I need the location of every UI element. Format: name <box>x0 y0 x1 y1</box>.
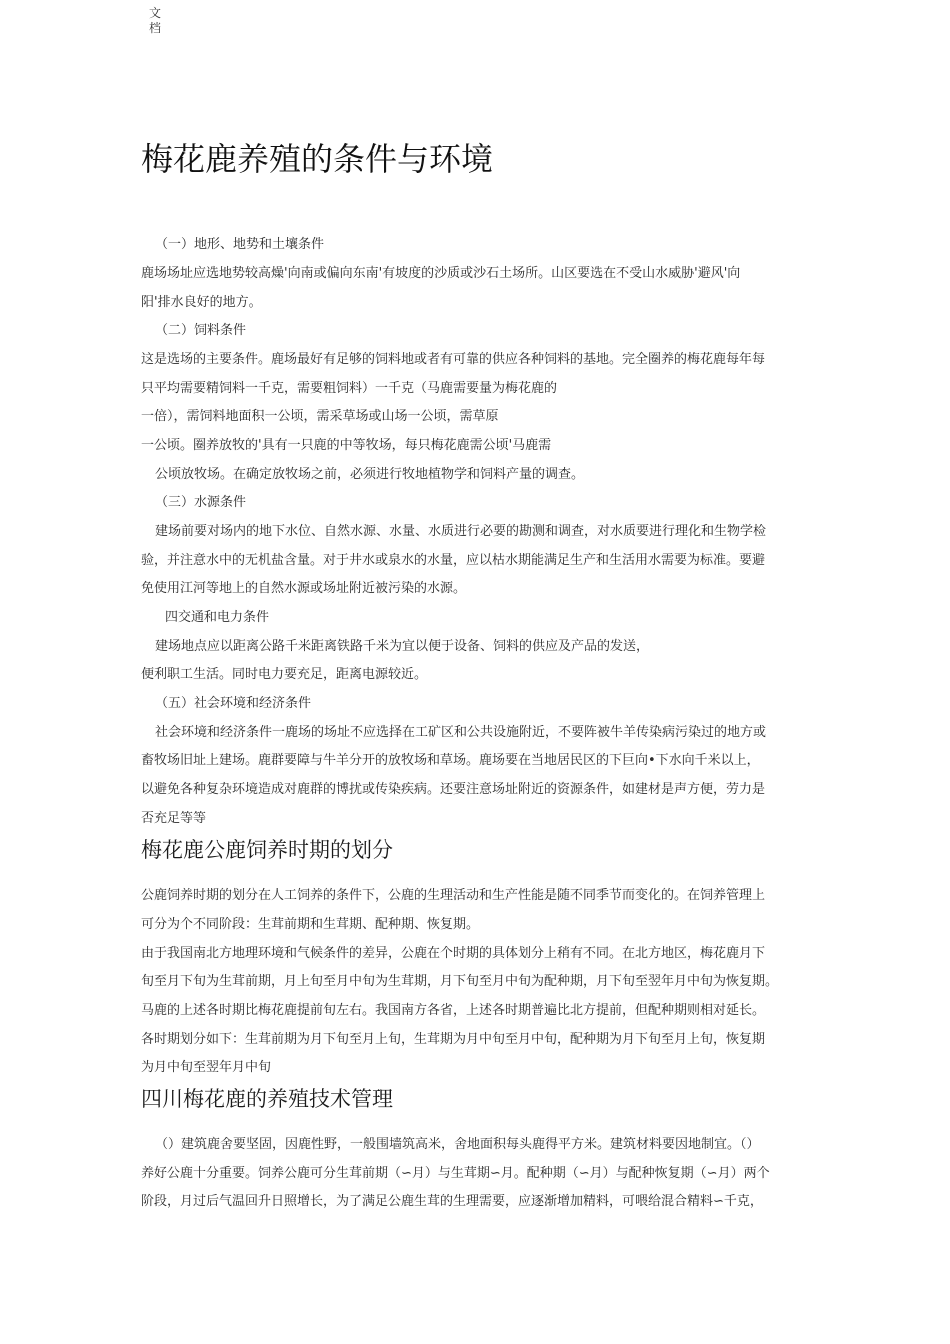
section-heading: （二）饲料条件 <box>155 323 247 338</box>
paragraph-line: 免使用江河等地上的自然水源或场址附近被污染的水源。 <box>141 581 467 596</box>
paragraph-line: 养好公鹿十分重要。饲养公鹿可分生茸前期（∽月）与生茸期∽月。配种期（∽月）与配种恢复期（∽月）两个 <box>141 1166 770 1181</box>
page-title: 梅花鹿养殖的条件与环境 <box>141 140 494 178</box>
section-heading: （一）地形、地势和土壤条件 <box>155 237 325 252</box>
paragraph-line: 各时期划分如下：生茸前期为月下旬至月上旬，生茸期为月中旬至月中旬，配种期为月下旬至月上旬，恢复期 <box>141 1032 766 1047</box>
paragraph-line: （）建筑鹿舍要坚固，因鹿性野，一般围墙筑高米，舍地面积每头鹿得平方米。建筑材料要因地制宜。（） <box>155 1137 760 1152</box>
paragraph-line: 马鹿的上述各时期比梅花鹿提前旬左右。我国南方各省，上述各时期普遍比北方提前，但配种期则相对延长。 <box>141 1003 766 1018</box>
section-title: 四川梅花鹿的养殖技术管理 <box>141 1087 393 1111</box>
section-heading: 四交通和电力条件 <box>165 610 270 625</box>
section-heading: （三）水源条件 <box>155 495 247 510</box>
paragraph-line: 以避免各种复杂环境造成对鹿群的博扰或传染疾病。还要注意场址附近的资源条件，如建材是声方便，劳力是 <box>141 782 766 797</box>
paragraph-line: 阳'排水良好的地方。 <box>141 295 262 310</box>
paragraph-line: 公鹿饲养时期的划分在人工饲养的条件下，公鹿的生理活动和生产性能是随不同季节而变化的。在饲养管理上 <box>141 888 766 903</box>
paragraph-line: 验，并注意水中的无机盐含量。对于井水或泉水的水量，应以枯水期能满足生产和生活用水需要为标准。要避 <box>141 553 766 568</box>
paragraph-line: 只平均需要精饲料一千克，需要粗饲料）一千克（马鹿需要量为梅花鹿的 <box>141 381 558 396</box>
paragraph-line: 由于我国南北方地理环境和气候条件的差异，公鹿在个时期的具体划分上稍有不同。在北方地区，梅花鹿月下 <box>141 946 766 961</box>
paragraph-line: 一倍），需饲料地面积一公顷，需采草场或山场一公顷，需草原 <box>141 409 499 424</box>
paragraph-line: 这是选场的主要条件。鹿场最好有足够的饲料地或者有可靠的供应各种饲料的基地。完全圈养的梅花鹿每年每 <box>141 352 766 367</box>
paragraph-line: 旬至月下旬为生茸前期，月上旬至月中旬为生茸期，月下旬至月中旬为配种期，月下旬至翌年月中旬为恢复期。 <box>141 974 779 989</box>
paragraph-line: 社会环境和经济条件一鹿场的场址不应选择在工矿区和公共设施附近，不要阵被牛羊传染病污染过的地方或 <box>155 725 767 740</box>
header-mark: 文档 <box>149 6 162 35</box>
paragraph-line: 公顷放牧场。在确定放牧场之前，必须进行牧地植物学和饲料产量的调查。 <box>155 467 585 482</box>
paragraph-line: 建场地点应以距离公路千米距离铁路千米为宜以便于设备、饲料的供应及产品的发送， <box>155 639 650 654</box>
paragraph-line: 鹿场场址应选地势较高燥'向南或偏向东南'有坡度的沙质或沙石土场所。山区要选在不受山水威胁'避风'向 <box>141 266 741 281</box>
paragraph-line: 阶段，月过后气温回升日照增长，为了满足公鹿生茸的生理需要，应逐渐增加精料，可喂给混合精料∽千克， <box>141 1194 763 1209</box>
paragraph-line: 便利职工生活。同时电力要充足，距离电源较近。 <box>141 667 428 682</box>
paragraph-line: 一公顷。圈养放牧的'具有一只鹿的中等牧场，每只梅花鹿需公顷'马鹿需 <box>141 438 552 453</box>
paragraph-line: 建场前要对场内的地下水位、自然水源、水量、水质进行必要的勘测和调查，对水质要进行理化和生物学检 <box>155 524 767 539</box>
paragraph-line: 可分为个不同阶段：生茸前期和生茸期、配种期、恢复期。 <box>141 917 480 932</box>
section-title: 梅花鹿公鹿饲养时期的划分 <box>141 838 393 862</box>
paragraph-line: 畜牧场旧址上建场。鹿群要障与牛羊分开的放牧场和草场。鹿场要在当地居民区的下巨向•下水向千米以上， <box>141 753 760 768</box>
paragraph-line: 否充足等等 <box>141 811 207 826</box>
paragraph-line: 为月中旬至翌年月中旬 <box>141 1060 272 1075</box>
section-heading: （五）社会环境和经济条件 <box>155 696 312 711</box>
